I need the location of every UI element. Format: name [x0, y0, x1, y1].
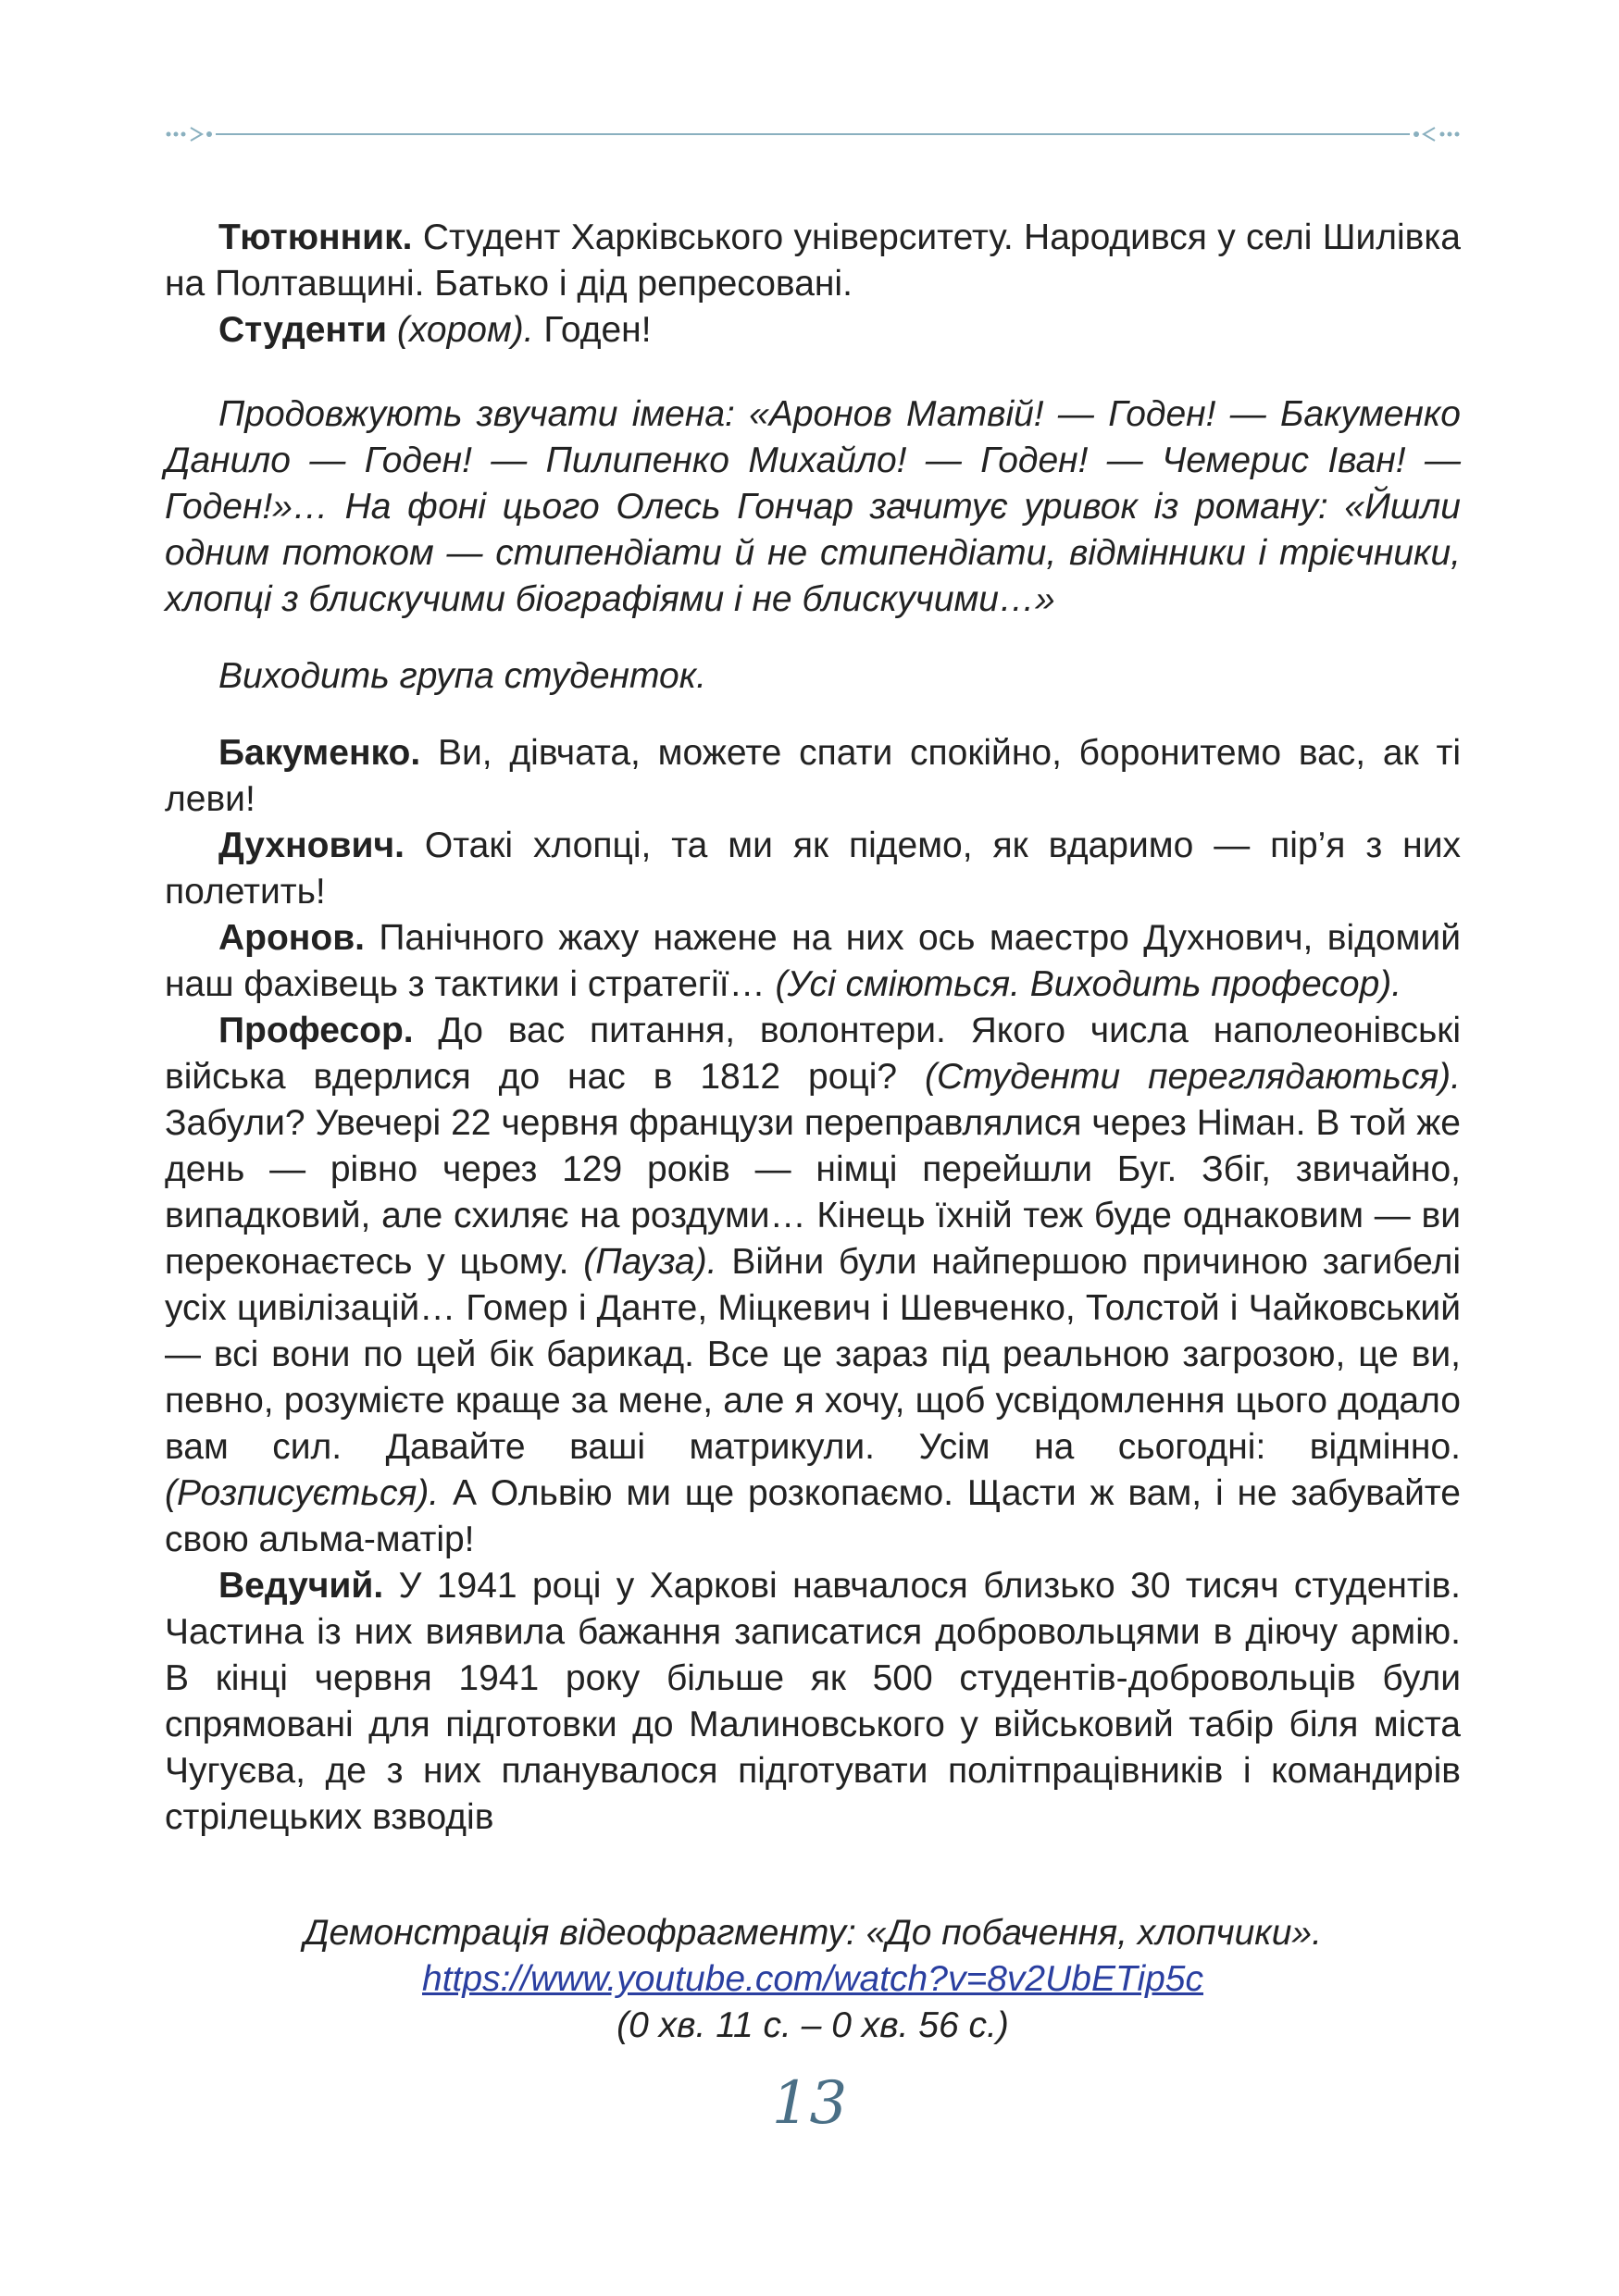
- speaker-name: Студенти: [218, 310, 388, 350]
- speaker-name: Бакуменко.: [218, 733, 421, 773]
- stage-remark: (хором).: [387, 310, 534, 350]
- speech-text: У 1941 році у Харкові навчалося близько 30 тисяч студентів. Частина із них виявила бажання записатися добровольцями в діючу армію. В кінці червня 1941 року більше як 500 студентів-добровольців були спрямовані для підготовки до Малиновського у військовий табір біля міста Чугуєва, де з них планувалося підготувати політпрацівників і командирів стрілецьких взводів: [165, 1566, 1461, 1837]
- stage-remark: (Розписується).: [165, 1473, 440, 1513]
- speech-text: Ви, дівчата, можете спати спокійно, боронитемо вас, ак ті леви!: [165, 733, 1461, 819]
- speech-text: Панічного жаху нажене на них ось маестро Духнович, відомий наш фахівець з тактики і стратегії…: [165, 918, 1461, 1004]
- speech-text: Студент Харківського університету. Народився у селі Шилівка на Полтавщині. Батько і дід репресовані.: [165, 217, 1461, 304]
- dialogue-aronov: [165, 915, 1461, 1008]
- stage-remark: (Студенти переглядаються).: [925, 1057, 1461, 1097]
- stage-direction-girls: Виходить група студенток.: [218, 656, 706, 696]
- stage-direction-names: Продовжують звучати імена: «Аронов Матвій! — Годен! — Бакуменко Данило — Годен! — Пилипенко Михайло! — Годен! — Чемерис Іван! — Годен!»… На фоні цього Олесь Гончар зачитує уривок із роману: «Йшли одним потоком — стипендіати й не стипендіати, відмінники і трієчники, хлопці з блискучими біографіями і не блискучими…»: [165, 394, 1461, 619]
- speech-text: До вас питання, волонтери. Якого числа наполеонівські війська вдерлися до нас в 1812 році?: [165, 1011, 1461, 1097]
- dialogue-dukhnovych: [165, 823, 1461, 915]
- dialogue-students: [165, 307, 1461, 354]
- speaker-name: Аронов.: [218, 918, 365, 958]
- stage-remark: (Усі сміються. Виходить професор).: [765, 964, 1402, 1004]
- speaker-name: Духнович.: [218, 825, 405, 865]
- speech-text: А Ольвію ми ще розкопаємо. Щасти ж вам, і не забувайте свою альма-матір!: [165, 1473, 1461, 1559]
- dialogue-professor: [165, 1008, 1461, 1563]
- stage-remark: (Пауза).: [583, 1242, 717, 1282]
- dialogue-tiutiunnyk: [165, 215, 1461, 307]
- video-timing: (0 хв. 11 с. – 0 хв. 56 с.): [616, 2005, 1009, 2045]
- speech-text: Війни були найпершою причиною загибелі усіх цивілізацій… Гомер і Данте, Міцкевич і Шевченко, Толстой і Чайковський — всі вони по цей бік барикад. Все це зараз під реальною загрозою, це ви, певно, розумієте краще за мене, але я хочу, щоб усвідомлення цього додало вам сил. Давайте ваші матрикули. Усім на сьогодні: відмінно.: [165, 1242, 1461, 1467]
- dialogue-host: [165, 1563, 1461, 1841]
- page-number: 13: [771, 2069, 848, 2138]
- ornamental-divider: [165, 120, 1461, 148]
- speaker-name: Тютюнник.: [218, 217, 413, 257]
- speech-text: Отакі хлопці, та ми як підемо, як вдаримо — пір’я з них полетить!: [165, 825, 1461, 912]
- video-caption: Демонстрація відеофрагменту: «До побачення, хлопчики».: [304, 1913, 1322, 1953]
- video-link[interactable]: https://www.youtube.com/watch?v=8v2UbETip5c: [422, 1959, 1203, 1999]
- speaker-name: Професор.: [218, 1011, 414, 1050]
- speech-text: Забули? Увечері 22 червня французи переправлялися через Німан. В той же день — рівно через 129 років — німці перейшли Буг. Збіг, звичайно, випадковий, але схиляє на роздуми… Кінець їхній теж буде однаковим — ви переконаєтесь у цьому.: [165, 1103, 1461, 1282]
- video-demo-block: [165, 1910, 1461, 2049]
- main-text: [165, 215, 1461, 1841]
- speech-text: Годен!: [533, 310, 652, 350]
- dialogue-bakumenko: [165, 730, 1461, 823]
- speaker-name: Ведучий.: [218, 1566, 384, 1606]
